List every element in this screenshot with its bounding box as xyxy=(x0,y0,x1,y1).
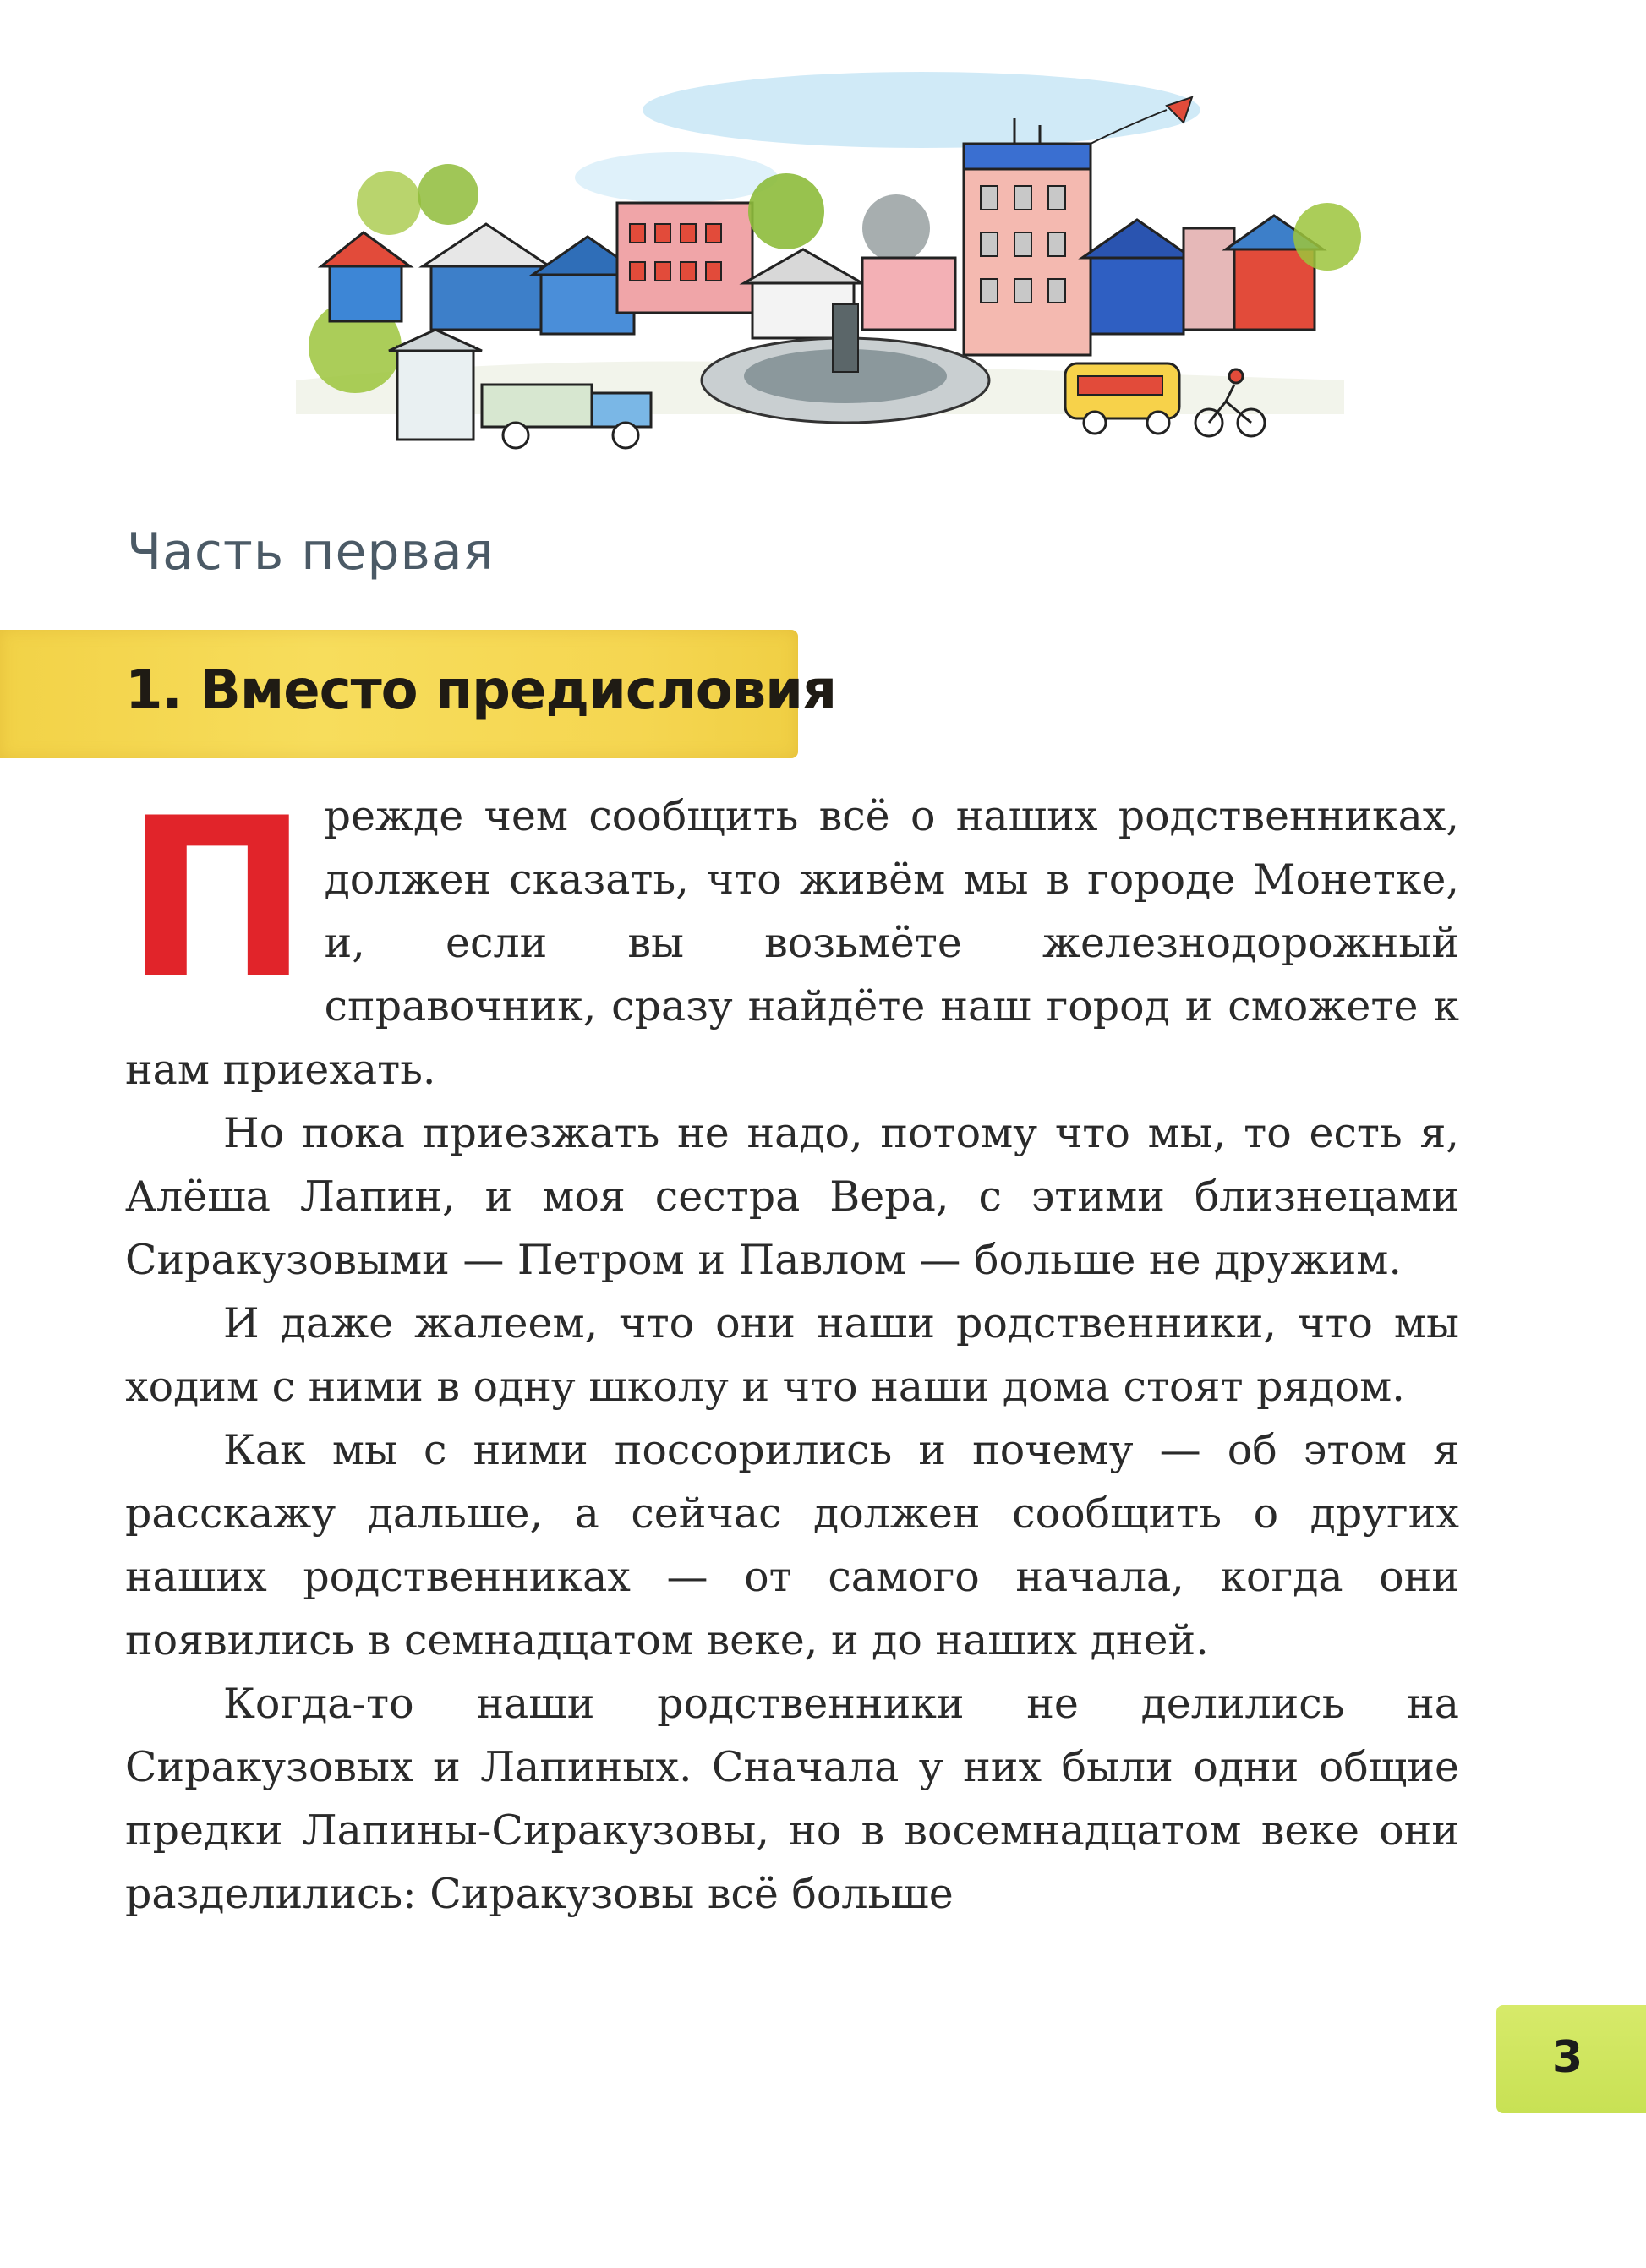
page-number: 3 xyxy=(1552,2032,1583,2083)
paragraph: Как мы с ними поссорились и почему — об этом я расскажу дальше, а сейчас должен сообщить о других наших родственниках — от самого начала, когда они появились в семнадцатом веке, и до наших дней. xyxy=(125,1426,1459,1664)
bus-icon xyxy=(1065,363,1179,434)
chapter-title: 1. Вместо предисловия xyxy=(125,659,837,722)
paragraph xyxy=(125,772,1459,1101)
paragraph-text: режде чем сообщить всё о наших родственниках, должен сказать, что живём мы в городе Монетке, и, если вы возьмёте железнодорожный справочник, сразу найдёте наш город и сможете к нам приехать. xyxy=(125,792,1459,1094)
truck-icon xyxy=(482,385,651,448)
chapter-body xyxy=(125,772,1459,1926)
part-title: Часть первая xyxy=(127,522,495,582)
paragraph: И даже жалеем, что они наши родственники, что мы ходим с ними в одну школу и что наши дома стоят рядом. xyxy=(125,1299,1459,1411)
dropcap-letter: П xyxy=(125,772,309,1027)
paragraph: Но пока приезжать не надо, потому что мы, то есть я, Алёша Лапин, и моя сестра Вера, с этими близнецами Сиракузовыми — Петром и Павлом — больше не дружим. xyxy=(125,1109,1459,1284)
town-square-illustration xyxy=(279,59,1370,473)
paragraph: Когда-то наши родственники не делились на Сиракузовых и Лапиных. Сначала у них были одни общие предки Лапины-Сиракузовы, но в восемнадцатом веке они разделились: Сиракузовы всё больше xyxy=(125,1680,1459,1918)
